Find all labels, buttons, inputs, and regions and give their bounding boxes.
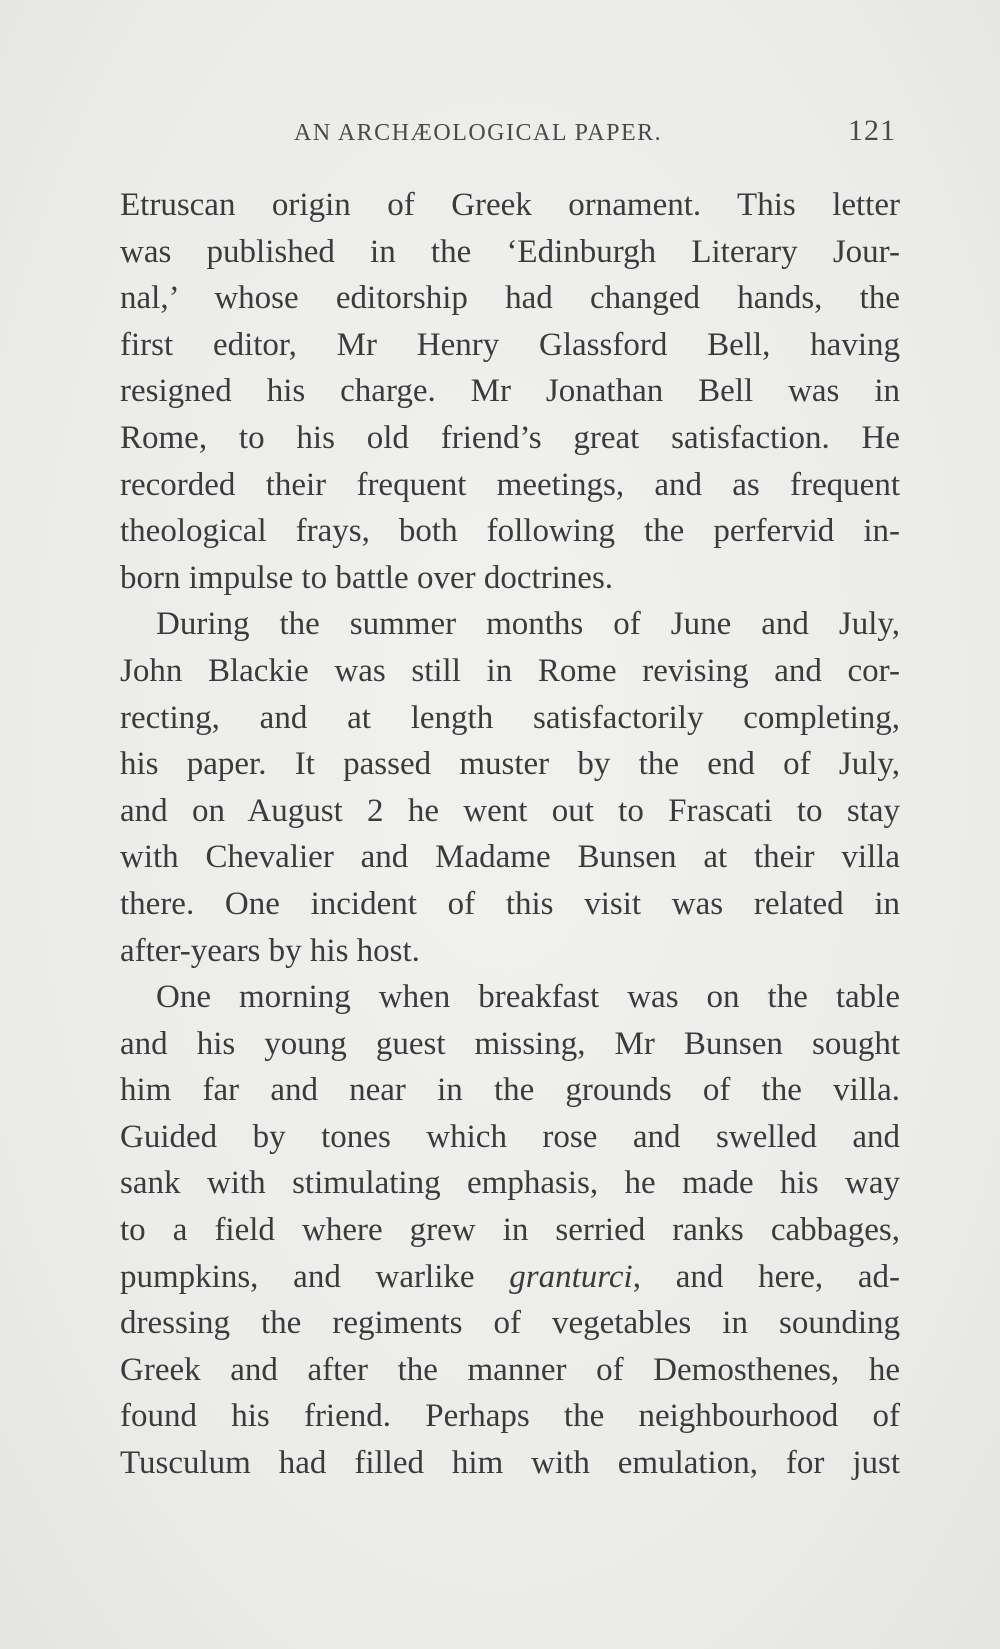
- text-line: Etruscan origin of Greek ornament. This letter: [120, 187, 900, 223]
- text-line: [120, 1254, 900, 1301]
- text-line: to a field where grew in serried ranks cabbages,: [120, 1212, 900, 1249]
- text-line: him far and near in the grounds of the villa.: [120, 1072, 900, 1109]
- text-run: , and here, ad-: [632, 1258, 900, 1295]
- text-line: his paper. It passed muster by the end of July,: [120, 746, 900, 783]
- text-line: resigned his charge. Mr Jonathan Bell was in: [120, 373, 900, 410]
- text-line: recorded their frequent meetings, and as frequent: [120, 466, 900, 503]
- text-line: born impulse to battle over doctrines.: [120, 559, 614, 596]
- text-line: Rome, to his old friend’s great satisfaction. He: [120, 419, 900, 456]
- text-line: with Chevalier and Madame Bunsen at their villa: [120, 839, 900, 876]
- text-line: theological frays, both following the perfervid in-: [120, 513, 900, 550]
- text-line: was published in the ‘Edinburgh Literary Jour-: [120, 233, 900, 270]
- text-line: During the summer months of June and July,: [156, 606, 900, 643]
- text-line: Greek and after the manner of Demosthenes, he: [120, 1351, 900, 1388]
- text-line: and his young guest missing, Mr Bunsen sought: [120, 1025, 900, 1062]
- text-line: after-years by his host.: [120, 932, 420, 969]
- text-line: found his friend. Perhaps the neighbourhood of: [120, 1398, 900, 1435]
- text-line: recting, and at length satisfactorily completing,: [120, 699, 900, 736]
- italic-word: granturci: [509, 1258, 633, 1295]
- text-line: John Blackie was still in Rome revising and cor-: [120, 652, 900, 689]
- text-line: One morning when breakfast was on the table: [156, 979, 900, 1016]
- text-line: Guided by tones which rose and swelled and: [120, 1118, 900, 1155]
- text-line: there. One incident of this visit was related in: [120, 885, 900, 922]
- text-line: Tusculum had filled him with emulation, for just: [120, 1445, 900, 1482]
- text-run: pumpkins, and warlike: [120, 1258, 510, 1295]
- running-title: AN ARCHÆOLOGICAL PAPER.: [294, 120, 663, 146]
- text-line: first editor, Mr Henry Glassford Bell, having: [120, 326, 900, 363]
- text-line: dressing the regiments of vegetables in sounding: [120, 1305, 900, 1342]
- text-line: and on August 2 he went out to Frascati to stay: [120, 792, 900, 829]
- body-text: [120, 182, 900, 1487]
- text-line: nal,’ whose editorship had changed hands, the: [120, 280, 900, 317]
- running-head: [120, 112, 900, 152]
- page-number: 121: [848, 114, 896, 147]
- text-line: sank with stimulating emphasis, he made his way: [120, 1165, 900, 1202]
